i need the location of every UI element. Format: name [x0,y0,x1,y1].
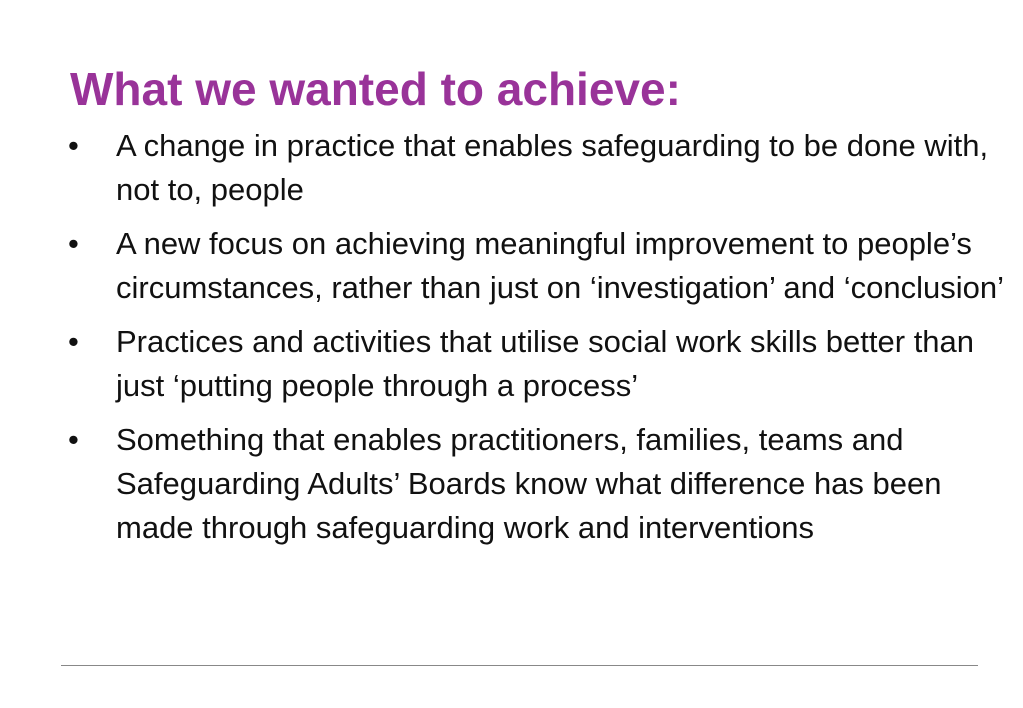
bullet-marker: • [68,226,79,261]
bullet-marker: • [68,324,79,359]
bullet-text: Practices and activities that utilise social work skills better than just ‘putting people through a process’ [116,324,975,403]
bullet-item-new-focus [68,222,1018,310]
bullet-text: A new focus on achieving meaningful improvement to people’s circumstances, rather than just on ‘investigation’ and ‘conclusion’ [116,226,1004,305]
bullet-list [68,124,1018,560]
footer-divider [61,665,978,666]
bullet-item-something-that-enables [68,418,1018,550]
bullet-item-practices-and-activities [68,320,1018,408]
bullet-item-change-in-practice [68,124,1018,212]
bullet-marker: • [68,128,79,163]
slide-title: What we wanted to achieve: [70,63,681,115]
bullet-text: Something that enables practitioners, families, teams and Safeguarding Adults’ Boards know what difference has been made through safeguarding work and interventions [116,422,942,545]
bullet-marker: • [68,422,79,457]
bullet-text: A change in practice that enables safeguarding to be done with, not to, people [116,128,989,207]
